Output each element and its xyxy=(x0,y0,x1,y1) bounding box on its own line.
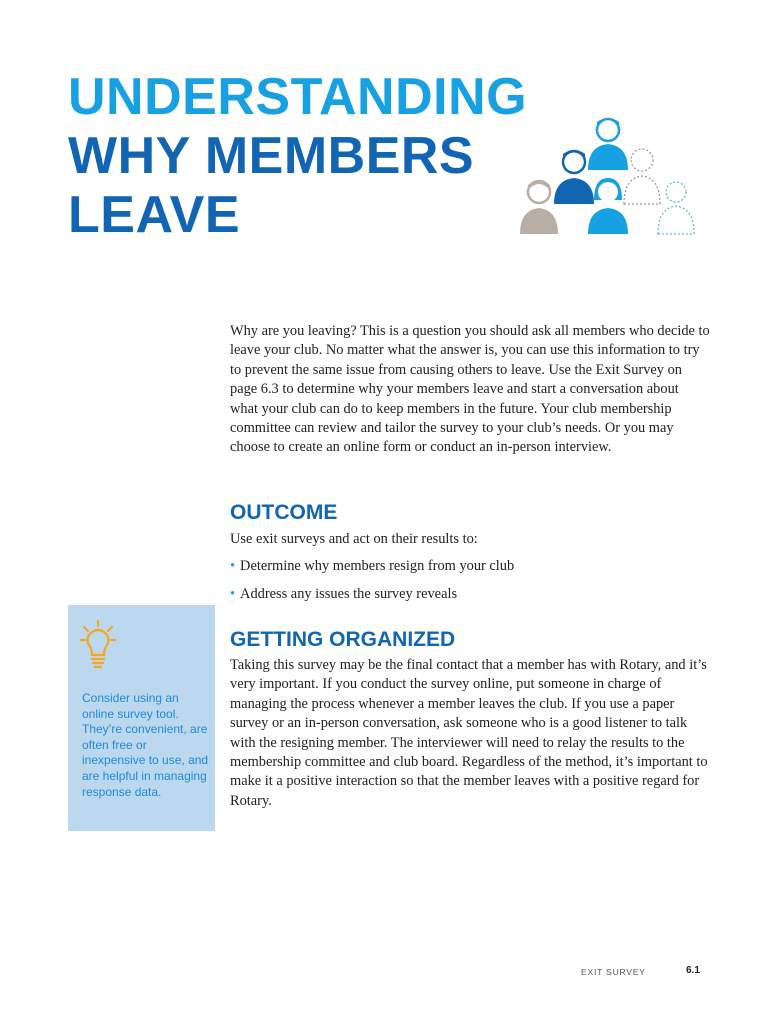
person-icon-gray xyxy=(520,181,558,235)
list-item xyxy=(230,585,514,604)
page-number: 6.1 xyxy=(686,965,700,976)
title-line-2: WHY MEMBERS xyxy=(68,127,475,185)
lightbulb-icon xyxy=(80,619,116,669)
title-line-3: LEAVE xyxy=(68,186,241,244)
person-icon-woman xyxy=(588,178,628,234)
person-outline-icon-far-right xyxy=(658,182,694,234)
people-group-illustration xyxy=(514,112,700,238)
bullet-icon: • xyxy=(230,558,236,574)
tip-sidebar xyxy=(68,605,215,831)
bullet-text: Address any issues the survey reveals xyxy=(240,586,458,602)
list-item xyxy=(230,557,514,576)
getting-organized-heading: GETTING ORGANIZED xyxy=(230,628,456,651)
title-line-1: UNDERSTANDING xyxy=(68,68,528,126)
outcome-bullet-list xyxy=(230,557,514,613)
tip-text: Consider using an online survey tool. They’re convenient, are often free or inexpensive to use, and are helpful in managing response data. xyxy=(82,691,209,799)
outcome-heading: OUTCOME xyxy=(230,501,338,524)
bullet-icon: • xyxy=(230,586,236,602)
intro-paragraph: Why are you leaving? This is a question you should ask all members who decide to leave your club. No matter what the answer is, you can use this information to try to prevent the same issue from causing others to leave. Use the Exit Survey on page 6.3 to determine why your members leave and start a conversation about what your club can do to keep members in the future. Your club membership committee can review and tailor the survey to your club’s needs. Or you may choose to create an online form or conduct an in-person interview. xyxy=(230,323,710,456)
bullet-text: Determine why members resign from your club xyxy=(240,558,515,574)
getting-organized-paragraph: Taking this survey may be the final contact that a member has with Rotary, and it’s very important. If you conduct the survey online, put someone in charge of managing the process whenever a member leaves the club. If you use a paper survey or an in-person conversation, ask someone who is a good listener to talk with the resigning member. The interviewer will need to relay the results to the membership committee and club board. Regardless of the method, it’s important to make it a positive interaction so that the member leaves with a positive regard for Rotary. xyxy=(230,657,708,809)
outcome-lead: Use exit surveys and act on their results to: xyxy=(230,531,478,547)
person-icon-top xyxy=(588,118,628,170)
page-title xyxy=(68,68,527,245)
person-outline-icon-right xyxy=(624,149,660,204)
footer-section-label: EXIT SURVEY xyxy=(581,967,646,977)
person-icon-dark xyxy=(554,150,594,204)
